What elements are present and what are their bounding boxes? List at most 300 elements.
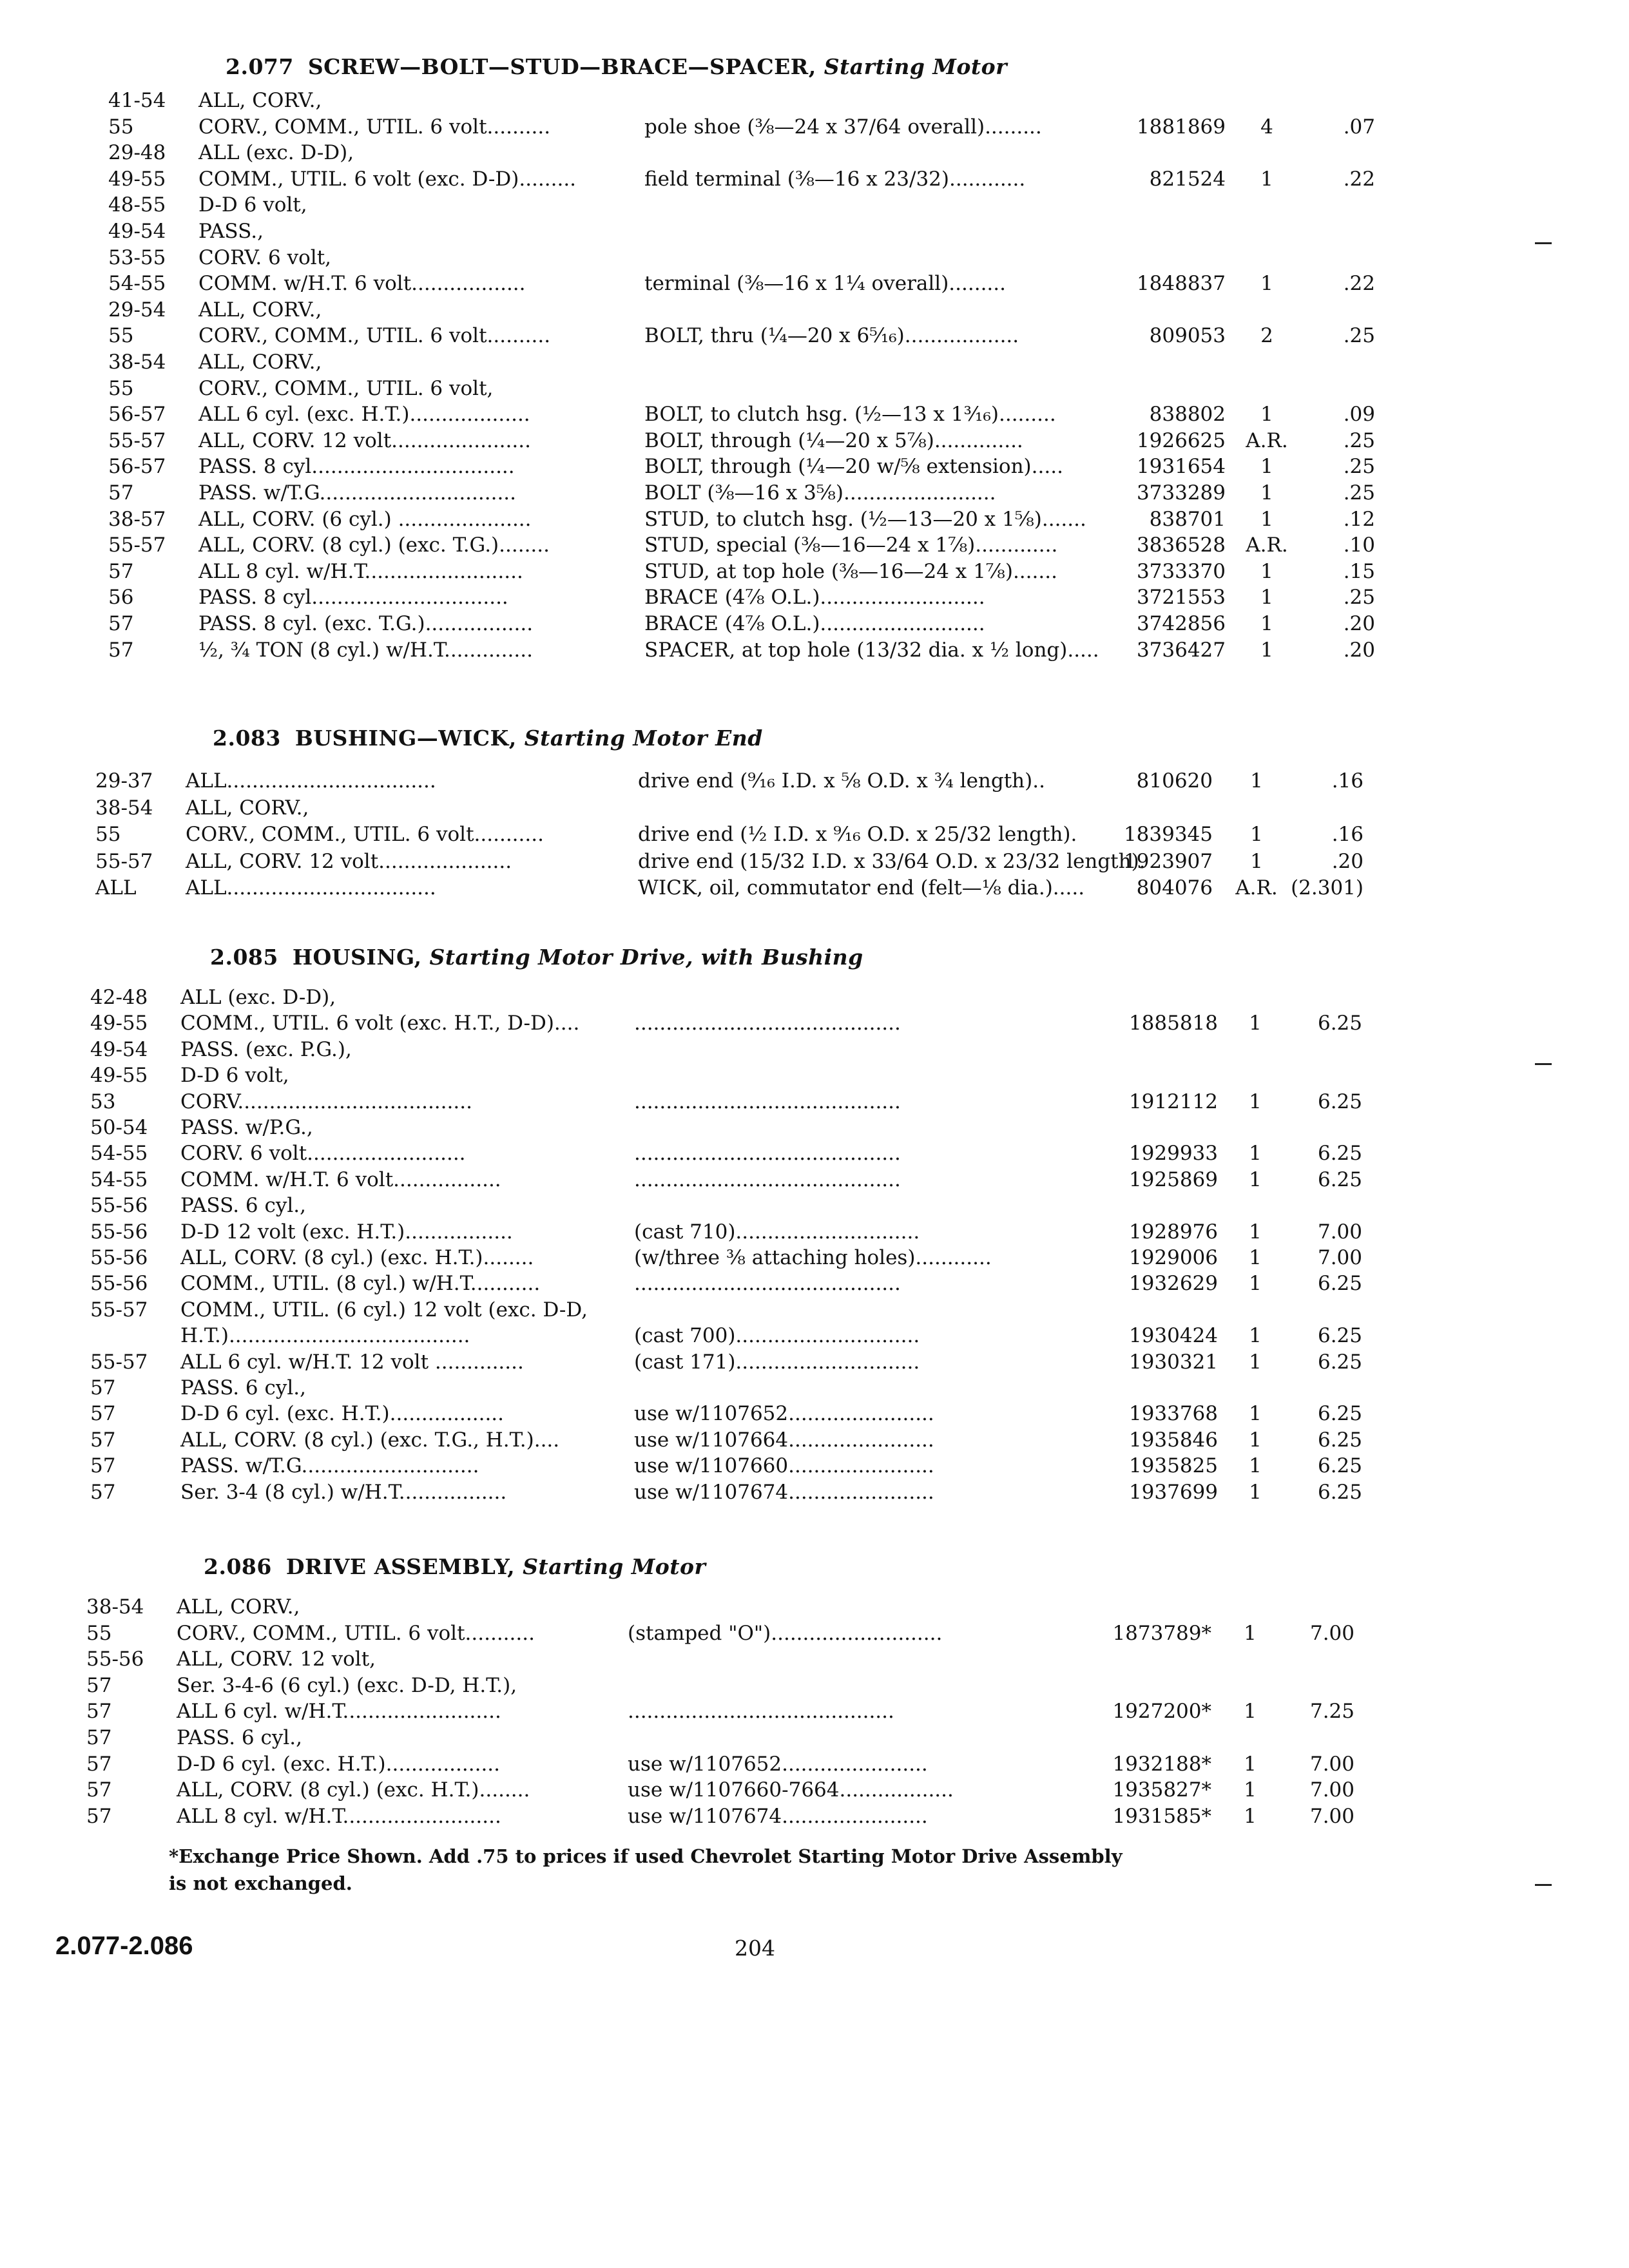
quantity: 1: [1249, 1012, 1262, 1035]
model-application: D-D 6 volt,: [180, 1064, 289, 1088]
parts-row: [95, 875, 1376, 901]
model-year: 56-57: [108, 455, 166, 479]
quantity: 1: [1260, 481, 1273, 505]
quantity: 1: [1260, 507, 1273, 531]
model-application: D-D 6 cyl. (exc. H.T.)..................: [177, 1752, 501, 1776]
model-application: ALL, CORV. (8 cyl.) (exc. H.T.)........: [180, 1246, 534, 1269]
model-year: 41-54: [108, 89, 166, 112]
list-price: 7.00: [1317, 1220, 1362, 1244]
list-price: 6.25: [1317, 1402, 1362, 1426]
part-description: BOLT, through (¼—20 w/⅝ extension).....: [644, 455, 1063, 479]
parts-row: [108, 428, 1388, 454]
quantity: 1: [1249, 1350, 1262, 1374]
model-application: COMM., UTIL. (6 cyl.) 12 volt (exc. D-D,: [180, 1298, 588, 1321]
part-description: WICK, oil, commutator end (felt—⅛ dia.).....: [638, 876, 1085, 899]
part-description: ..........................................: [634, 1168, 901, 1191]
model-application: ALL (exc. D-D),: [180, 986, 336, 1009]
part-description: ..........................................: [634, 1090, 901, 1113]
quantity: 1: [1260, 612, 1273, 635]
model-year: 54-55: [90, 1142, 148, 1166]
section-title: SCREW—BOLT—STUD—BRACE—SPACER,: [307, 54, 816, 79]
model-year: 53: [90, 1090, 116, 1113]
model-application: ALL 6 cyl. (exc. H.T.)...................: [198, 403, 530, 427]
model-year: 55: [95, 823, 121, 846]
part-number: 3836528: [1136, 533, 1226, 557]
parts-row: [90, 1271, 1375, 1296]
model-year: 48-55: [108, 193, 166, 217]
part-number: 3733370: [1136, 559, 1226, 583]
quantity: 1: [1249, 1272, 1262, 1296]
model-application: COMM. w/H.T. 6 volt.................: [180, 1168, 501, 1191]
quantity: 1: [1249, 1480, 1262, 1504]
list-price: 7.00: [1309, 1752, 1354, 1776]
quantity: A.R.: [1235, 876, 1278, 899]
part-number: 1881869: [1136, 115, 1226, 139]
model-application: ALL 6 cyl. w/H.T. 12 volt ..............: [180, 1350, 524, 1374]
section-number: 2.085: [210, 945, 278, 970]
parts-row: [108, 401, 1388, 427]
section-title: HOUSING,: [292, 945, 422, 970]
parts-row: [108, 323, 1388, 349]
model-year: 57: [86, 1804, 112, 1828]
parts-row: [108, 349, 1388, 375]
part-number: 810620: [1136, 769, 1213, 793]
parts-row: [90, 1219, 1375, 1245]
model-application: ALL.................................: [186, 876, 436, 899]
part-description: (w/three ⅜ attaching holes)............: [634, 1246, 992, 1269]
quantity: 1: [1249, 1324, 1262, 1348]
model-application: D-D 6 volt,: [198, 193, 307, 217]
part-description: STUD, at top hole (⅜—16—24 x 1⅞).......: [644, 559, 1057, 583]
model-year: 38-54: [108, 351, 166, 374]
parts-row: [90, 1427, 1375, 1453]
model-year: 50-54: [90, 1116, 148, 1139]
model-year: 49-55: [108, 167, 166, 191]
parts-row: [86, 1620, 1367, 1646]
model-application: ALL, CORV.,: [186, 796, 309, 820]
list-price: 6.25: [1317, 1428, 1362, 1452]
page-number: 204: [735, 1936, 775, 1961]
part-number: 3733289: [1136, 481, 1226, 505]
margin-mark: [1535, 242, 1552, 244]
model-application: H.T.)......................................: [180, 1324, 470, 1348]
quantity: 1: [1260, 559, 1273, 583]
parts-row: [108, 88, 1388, 113]
list-price: .20: [1343, 638, 1375, 662]
list-price: 6.25: [1317, 1324, 1362, 1348]
part-description: drive end (⁹⁄₁₆ I.D. x ⅝ O.D. x ¾ length)..: [638, 769, 1045, 793]
part-number: 1930424: [1128, 1324, 1218, 1348]
part-number: 821524: [1149, 167, 1226, 191]
model-application: CORV.....................................: [180, 1090, 472, 1113]
list-price: .20: [1343, 612, 1375, 635]
list-price: .25: [1343, 586, 1375, 610]
part-description: use w/1107674.......................: [628, 1804, 928, 1828]
model-year: 57: [90, 1454, 116, 1478]
part-number: 1926625: [1136, 428, 1226, 452]
parts-row: [108, 584, 1388, 610]
list-price: 6.25: [1317, 1090, 1362, 1113]
model-application: COMM., UTIL. 6 volt (exc. H.T., D-D)....: [180, 1012, 580, 1035]
list-price: 7.00: [1309, 1778, 1354, 1802]
model-year: 55-56: [86, 1648, 144, 1671]
list-price: .25: [1343, 428, 1375, 452]
part-number: 1925869: [1128, 1168, 1218, 1191]
model-year: 57: [90, 1376, 116, 1399]
model-year: 49-55: [90, 1064, 148, 1088]
section-number: 2.086: [204, 1554, 272, 1579]
parts-row: [90, 1037, 1375, 1062]
model-application: PASS. w/T.G............................: [180, 1454, 479, 1478]
quantity: 1: [1249, 1246, 1262, 1269]
parts-row: [90, 1453, 1375, 1479]
parts-row: [90, 1193, 1375, 1218]
part-description: use w/1107664.......................: [634, 1428, 934, 1452]
part-description: pole shoe (⅜—24 x 37/64 overall).........: [644, 115, 1042, 139]
quantity: 1: [1249, 1168, 1262, 1191]
list-price: .20: [1331, 849, 1364, 873]
parts-row: [90, 1479, 1375, 1505]
part-number: 1931654: [1136, 455, 1226, 479]
parts-row: [108, 611, 1388, 637]
parts-row: [86, 1803, 1367, 1829]
quantity: A.R.: [1246, 428, 1288, 452]
part-number: 3742856: [1136, 612, 1226, 635]
quantity: 1: [1244, 1700, 1257, 1724]
list-price: .09: [1343, 403, 1375, 427]
list-price: 6.25: [1317, 1350, 1362, 1374]
list-price: .12: [1343, 507, 1375, 531]
quantity: 1: [1249, 1428, 1262, 1452]
part-description: ..........................................: [634, 1272, 901, 1296]
part-number: 1931585*: [1112, 1804, 1211, 1828]
model-year: 55-57: [95, 849, 153, 873]
model-year: 57: [86, 1752, 112, 1776]
part-description: use w/1107660.......................: [634, 1454, 934, 1478]
part-number: 1933768: [1128, 1402, 1218, 1426]
model-application: ½, ¾ TON (8 cyl.) w/H.T..............: [198, 638, 533, 662]
list-price: .22: [1343, 167, 1375, 191]
model-application: D-D 12 volt (exc. H.T.).................: [180, 1220, 513, 1244]
parts-row: [86, 1594, 1367, 1620]
part-number: 1839345: [1123, 823, 1213, 846]
parts-row: [90, 1245, 1375, 1271]
part-description: ..........................................: [628, 1700, 894, 1724]
model-year: 42-48: [90, 986, 148, 1009]
part-description: BOLT (⅜—16 x 3⅝)........................: [644, 481, 996, 505]
model-year: 55-57: [108, 533, 166, 557]
model-year: 55: [108, 324, 134, 348]
model-year: 55-57: [108, 428, 166, 452]
section-title: BUSHING—WICK,: [294, 726, 517, 751]
model-application: COMM. w/H.T. 6 volt..................: [198, 272, 526, 296]
part-description: drive end (½ I.D. x ⁹⁄₁₆ O.D. x 25/32 length).: [638, 823, 1077, 846]
model-year: 57: [108, 638, 134, 662]
parts-row: [95, 768, 1376, 794]
section-subtitle: Starting Motor Drive, with Bushing: [429, 945, 863, 970]
part-description: use w/1107674.......................: [634, 1480, 934, 1504]
model-year: 57: [90, 1428, 116, 1452]
model-application: ALL, CORV.,: [198, 89, 322, 112]
list-price: .15: [1343, 559, 1375, 583]
part-description: BOLT, through (¼—20 x 5⅞)..............: [644, 428, 1023, 452]
model-application: ALL 8 cyl. w/H.T.........................: [177, 1804, 501, 1828]
quantity: 1: [1244, 1621, 1257, 1645]
list-price: 7.00: [1309, 1804, 1354, 1828]
parts-row: [108, 245, 1388, 271]
quantity: 1: [1250, 823, 1263, 846]
model-year: 57: [90, 1480, 116, 1504]
model-application: ALL 6 cyl. w/H.T.........................: [177, 1700, 501, 1724]
part-number: 1929006: [1128, 1246, 1218, 1269]
part-description: (cast 171).............................: [634, 1350, 920, 1374]
list-price: 7.00: [1317, 1246, 1362, 1269]
model-year: 29-37: [95, 769, 153, 793]
part-number: 1923907: [1123, 849, 1213, 873]
quantity: A.R.: [1246, 533, 1288, 557]
model-application: CORV. 6 volt,: [198, 245, 332, 269]
part-description: BOLT, thru (¼—20 x 6⁵⁄₁₆)..................: [644, 324, 1019, 348]
parts-row: [95, 849, 1376, 874]
model-year: 57: [108, 481, 134, 505]
part-description: STUD, to clutch hsg. (½—13—20 x 1⅝).......: [644, 507, 1086, 531]
model-year: 57: [108, 559, 134, 583]
part-number: 1873789*: [1112, 1621, 1211, 1645]
part-description: ..........................................: [634, 1142, 901, 1166]
model-application: PASS. w/T.G...............................: [198, 481, 517, 505]
quantity: 1: [1260, 638, 1273, 662]
parts-row: [108, 480, 1388, 506]
parts-row: [108, 637, 1388, 663]
model-application: ALL, CORV. (8 cyl.) (exc. H.T.)........: [177, 1778, 530, 1802]
quantity: 1: [1260, 455, 1273, 479]
quantity: 1: [1249, 1090, 1262, 1113]
model-application: COMM., UTIL. 6 volt (exc. D-D).........: [198, 167, 577, 191]
part-number: 3736427: [1136, 638, 1226, 662]
model-application: ALL, CORV.,: [198, 298, 322, 322]
list-price: 6.25: [1317, 1168, 1362, 1191]
model-application: D-D 6 cyl. (exc. H.T.)..................: [180, 1402, 505, 1426]
exchange-price-footnote: *Exchange Price Shown. Add .75 to prices if used Chevrolet Starting Motor Drive Assembly is not exchanged.: [169, 1845, 1123, 1894]
model-year: 55-57: [90, 1350, 148, 1374]
parts-row: [90, 985, 1375, 1010]
model-application: COMM., UTIL. (8 cyl.) w/H.T...........: [180, 1272, 541, 1296]
section-heading: [210, 945, 863, 970]
list-price: .16: [1331, 823, 1364, 846]
list-price: 7.00: [1309, 1621, 1354, 1645]
page-section-range: 2.077-2.086: [55, 1932, 193, 1960]
parts-row: [86, 1751, 1367, 1777]
part-description: BRACE (4⅞ O.L.)..........................: [644, 586, 985, 610]
part-number: 1932188*: [1112, 1752, 1211, 1776]
section-title: DRIVE ASSEMBLY,: [285, 1554, 516, 1579]
parts-row: [90, 1323, 1375, 1349]
parts-row: [86, 1673, 1367, 1698]
part-number: 1935827*: [1112, 1778, 1211, 1802]
part-number: 1929933: [1128, 1142, 1218, 1166]
model-application: PASS. 6 cyl.,: [180, 1194, 307, 1218]
parts-row: [90, 1140, 1375, 1166]
parts-row: [90, 1349, 1375, 1375]
model-year: 56-57: [108, 403, 166, 427]
section-heading: [226, 54, 1007, 79]
model-application: CORV., COMM., UTIL. 6 volt...........: [186, 823, 544, 846]
quantity: 1: [1260, 586, 1273, 610]
model-year: 49-54: [90, 1037, 148, 1061]
list-price: .25: [1343, 455, 1375, 479]
model-year: 57: [86, 1726, 112, 1749]
part-description: (cast 710).............................: [634, 1220, 920, 1244]
model-application: PASS. 8 cyl...............................: [198, 586, 508, 610]
model-application: PASS. 6 cyl.,: [177, 1726, 303, 1749]
model-application: ALL, CORV. (6 cyl.) .....................: [198, 507, 532, 531]
parts-row: [108, 506, 1388, 532]
part-description: use w/1107652.......................: [634, 1402, 934, 1426]
model-year: 56: [108, 586, 134, 610]
section-number: 2.083: [213, 726, 281, 751]
model-year: 55-56: [90, 1272, 148, 1296]
part-description: use w/1107660-7664..................: [628, 1778, 954, 1802]
quantity: 4: [1260, 115, 1273, 139]
part-description: (stamped "O")...........................: [628, 1621, 943, 1645]
parts-row: [90, 1089, 1375, 1115]
list-price: 6.25: [1317, 1012, 1362, 1035]
model-application: CORV., COMM., UTIL. 6 volt...........: [177, 1621, 535, 1645]
quantity: 1: [1244, 1752, 1257, 1776]
parts-row: [108, 166, 1388, 192]
model-application: CORV., COMM., UTIL. 6 volt..........: [198, 324, 551, 348]
parts-row: [108, 140, 1388, 166]
model-year: 55-56: [90, 1220, 148, 1244]
parts-row: [108, 454, 1388, 479]
parts-row: [90, 1401, 1375, 1427]
part-description: (cast 700).............................: [634, 1324, 920, 1348]
model-application: PASS. 6 cyl.,: [180, 1376, 307, 1399]
part-description: field terminal (⅜—16 x 23/32)............: [644, 167, 1026, 191]
part-number: 838701: [1149, 507, 1226, 531]
parts-row: [86, 1646, 1367, 1672]
model-application: PASS. w/P.G.,: [180, 1116, 313, 1139]
model-application: ALL 8 cyl. w/H.T.........................: [198, 559, 523, 583]
model-year: 54-55: [108, 272, 166, 296]
model-application: Ser. 3-4 (8 cyl.) w/H.T.................: [180, 1480, 507, 1504]
model-application: PASS. 8 cyl. (exc. T.G.).................: [198, 612, 534, 635]
quantity: 1: [1260, 167, 1273, 191]
parts-row: [86, 1725, 1367, 1751]
part-number: 1935825: [1128, 1454, 1218, 1478]
parts-row: [86, 1777, 1367, 1803]
model-application: ALL, CORV. (8 cyl.) (exc. T.G., H.T.)....: [180, 1428, 560, 1452]
list-price: (2.301): [1291, 876, 1364, 899]
quantity: 1: [1249, 1402, 1262, 1426]
quantity: 1: [1250, 849, 1263, 873]
margin-mark: [1535, 1063, 1552, 1065]
list-price: 6.25: [1317, 1454, 1362, 1478]
parts-row: [108, 271, 1388, 296]
model-application: CORV., COMM., UTIL. 6 volt..........: [198, 115, 551, 139]
quantity: 1: [1260, 272, 1273, 296]
margin-mark: [1535, 1884, 1552, 1886]
model-application: ALL, CORV.,: [198, 351, 322, 374]
part-number: 809053: [1149, 324, 1226, 348]
model-application: ALL, CORV. 12 volt.....................: [186, 849, 512, 873]
list-price: .25: [1343, 324, 1375, 348]
model-year: 57: [86, 1778, 112, 1802]
parts-row: [86, 1698, 1367, 1724]
model-year: 57: [86, 1673, 112, 1697]
model-application: ALL (exc. D-D),: [198, 141, 354, 165]
model-application: ALL, CORV.,: [177, 1595, 300, 1619]
part-description: ..........................................: [634, 1012, 901, 1035]
quantity: 1: [1260, 403, 1273, 427]
quantity: 1: [1249, 1454, 1262, 1478]
model-application: ALL, CORV. 12 volt,: [177, 1648, 376, 1671]
parts-row: [90, 1167, 1375, 1193]
part-description: BOLT, to clutch hsg. (½—13 x 1³⁄₁₆).........: [644, 403, 1056, 427]
quantity: 1: [1249, 1220, 1262, 1244]
quantity: 1: [1249, 1142, 1262, 1166]
part-number: 3721553: [1136, 586, 1226, 610]
list-price: 6.25: [1317, 1272, 1362, 1296]
quantity: 1: [1244, 1778, 1257, 1802]
model-year: 29-48: [108, 141, 166, 165]
model-application: PASS. 8 cyl................................: [198, 455, 515, 479]
model-year: 54-55: [90, 1168, 148, 1191]
model-year: 57: [108, 612, 134, 635]
model-application: PASS. (exc. P.G.),: [180, 1037, 352, 1061]
model-application: PASS.,: [198, 220, 264, 243]
part-number: 1848837: [1136, 272, 1226, 296]
section-subtitle: Starting Motor: [523, 1554, 706, 1579]
model-year: 57: [86, 1700, 112, 1724]
model-year: 38-57: [108, 507, 166, 531]
model-year: 29-54: [108, 298, 166, 322]
model-year: 49-54: [108, 220, 166, 243]
part-number: 1932629: [1128, 1272, 1218, 1296]
model-year: 55-56: [90, 1194, 148, 1218]
part-description: BRACE (4⅞ O.L.)..........................: [644, 612, 985, 635]
list-price: .16: [1331, 769, 1364, 793]
parts-row: [90, 1297, 1375, 1323]
section-heading: [213, 726, 763, 751]
parts-row: [90, 1115, 1375, 1140]
parts-row: [108, 532, 1388, 558]
list-price: 6.25: [1317, 1142, 1362, 1166]
model-year: 55: [86, 1621, 112, 1645]
parts-row: [108, 376, 1388, 401]
model-year: 49-55: [90, 1012, 148, 1035]
part-description: drive end (15/32 I.D. x 33/64 O.D. x 23/32 length).: [638, 849, 1146, 873]
parts-row: [108, 114, 1388, 140]
section-heading: [204, 1554, 706, 1579]
list-price: .25: [1343, 481, 1375, 505]
model-year: 55-57: [90, 1298, 148, 1321]
parts-row: [90, 1010, 1375, 1036]
part-description: terminal (⅜—16 x 1¼ overall).........: [644, 272, 1006, 296]
section-subtitle: Starting Motor End: [524, 726, 763, 751]
part-number: 838802: [1149, 403, 1226, 427]
quantity: 2: [1260, 324, 1273, 348]
model-year: 38-54: [86, 1595, 144, 1619]
model-year: 55-56: [90, 1246, 148, 1269]
parts-row: [108, 559, 1388, 584]
list-price: 7.25: [1309, 1700, 1354, 1724]
quantity: 1: [1244, 1804, 1257, 1828]
model-application: Ser. 3-4-6 (6 cyl.) (exc. D-D, H.T.),: [177, 1673, 517, 1697]
model-application: CORV. 6 volt.........................: [180, 1142, 466, 1166]
model-year: ALL: [95, 876, 137, 899]
part-number: 1912112: [1128, 1090, 1218, 1113]
